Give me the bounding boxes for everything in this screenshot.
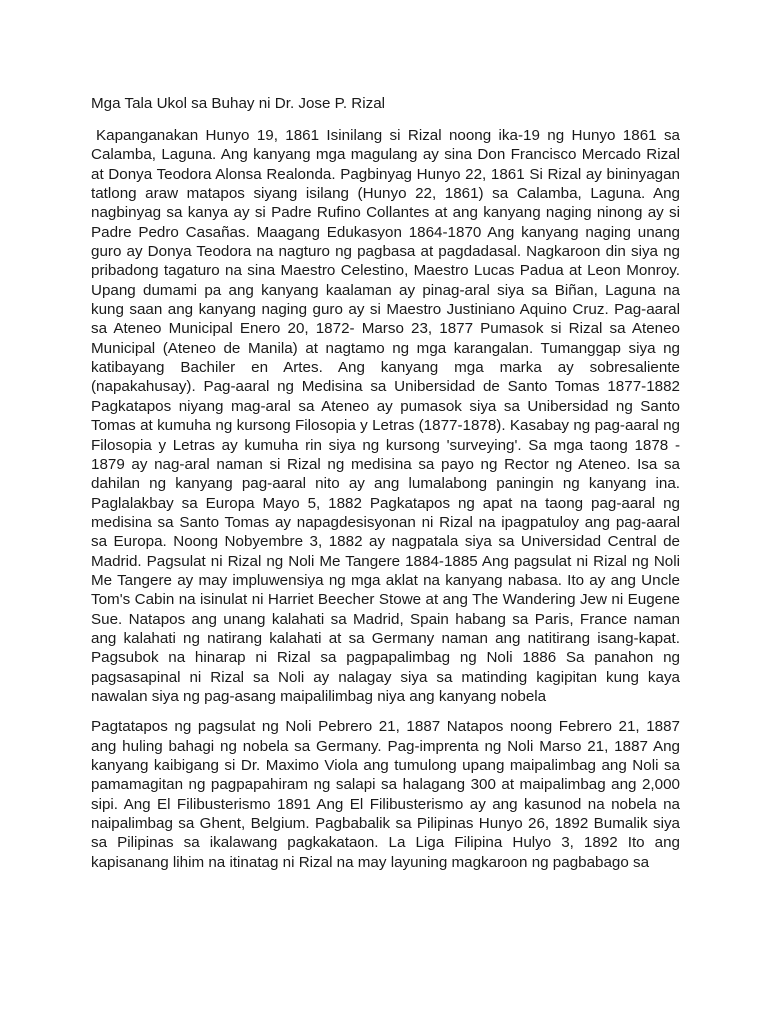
body-paragraph-1: Kapanganakan Hunyo 19, 1861 Isinilang si Rizal noong ika-19 ng Hunyo 1861 sa Calamba, Laguna. Ang kanyang mga magulang ay sina Don Francisco Mercado Rizal at Donya Teodora Alonsa Realonda. Pagbinyag Hunyo 22, 1861 Si Rizal ay bininyagan tatlong araw matapos siyang isilang (Hunyo 22, 1861) sa Calamba, Laguna. Ang nagbinyag sa kanya ay si Padre Rufino Collantes at ang kanyang naging ninong ay si Padre Pedro Casañas. Maagang Edukasyon 1864-1870 Ang kanyang naging unang guro ay Donya Teodora na nagturo ng pagbasa at pagdadasal. Nagkaroon din siya ng pribadong tagaturo na sina Maestro Celestino, Maestro Lucas Padua at Leon Monroy. Upang dumami pa ang kanyang kaalaman ay pinag-aral siya sa Biñan, Laguna na kung saan ang kanyang naging guro ay si Maestro Justiniano Aquino Cruz. Pag-aaral sa Ateneo Municipal Enero 20, 1872- Marso 23, 1877 Pumasok si Rizal sa Ateneo Municipal (Ateneo de Manila) at nagtamo ng mga karangalan. Tumanggap siya ng katibayang Bachiler en Artes. Ang kanyang mga marka ay sobresaliente (napakahusay). Pag-aaral ng Medisina sa Unibersidad de Santo Tomas 1877-1882 Pagkatapos niyang mag-aral sa Ateneo ay pumasok siya sa Unibersidad ng Santo Tomas at kumuha ng kursong Filosopia y Letras (1877-1878). Kasabay ng pag-aaral ng Filosopia y Letras ay kumuha rin siya ng kursong 'surveying'. Sa mga taong 1878 - 1879 ay nag-aral naman si Rizal ng medisina sa payo ng Rector ng Ateneo. Isa sa dahilan ng kanyang pag-aaral nito ay ang lumalabong paningin ng kanyang ina. Paglalakbay sa Europa Mayo 5, 1882 Pagkatapos ng apat na taong pag-aaral ng medisina sa Santo Tomas ay napagdesisyonan ni Rizal na ipagpatuloy ang pag-aaral sa Europa. Noong Nobyembre 3, 1882 ay nagpatala siya sa Universidad Central de Madrid. Pagsulat ni Rizal ng Noli Me Tangere 1884-1885 Ang pagsulat ni Rizal ng Noli Me Tangere ay may impluwensiya ng mga aklat na kanyang nabasa. Ito ay ang Uncle Tom's Cabin na isinulat ni Harriet Beecher Stowe at ang The Wandering Jew ni Eugene Sue. Natapos ang unang kalahati sa Madrid, Spain habang sa Paris, France naman ang kalahati ng natirang kalahati at sa Germany naman ang natitirang isang-kapat. Pagsubok na hinarap ni Rizal sa pagpapalimbag ng Noli 1886 Sa panahon ng pagsasapinal ni Rizal sa Noli ay nalagay siya sa matinding kagipitan kung kaya nawalan siya ng pag-asang maipalilimbag niya ang kanyang nobela <box>91 127 680 705</box>
body-paragraph-2: Pagtatapos ng pagsulat ng Noli Pebrero 21, 1887 Natapos noong Febrero 21, 1887 ang huling bahagi ng nobela sa Germany. Pag-imprenta ng Noli Marso 21, 1887 Ang kanyang kaibigang si Dr. Maximo Viola ang tumulong upang maipalimbag ang Noli sa pamamagitan ng pagpapahiram ng salapi sa halagang 300 at maipalimbag ang 2,000 sipi. Ang El Filibusterismo 1891 Ang El Filibusterismo ay ang kasunod na nobela na naipalimbag sa Ghent, Belgium. Pagbabalik sa Pilipinas Hunyo 26, 1892 Bumalik siya sa Pilipinas sa ikalawang pagkakataon. La Liga Filipina Hulyo 3, 1892 Ito ang kapisanang lihim na itinatag ni Rizal na may layuning magkaroon ng pagbabago sa <box>91 718 680 871</box>
document-page <box>91 93 680 872</box>
document-title: Mga Tala Ukol sa Buhay ni Dr. Jose P. Rizal <box>91 95 386 112</box>
